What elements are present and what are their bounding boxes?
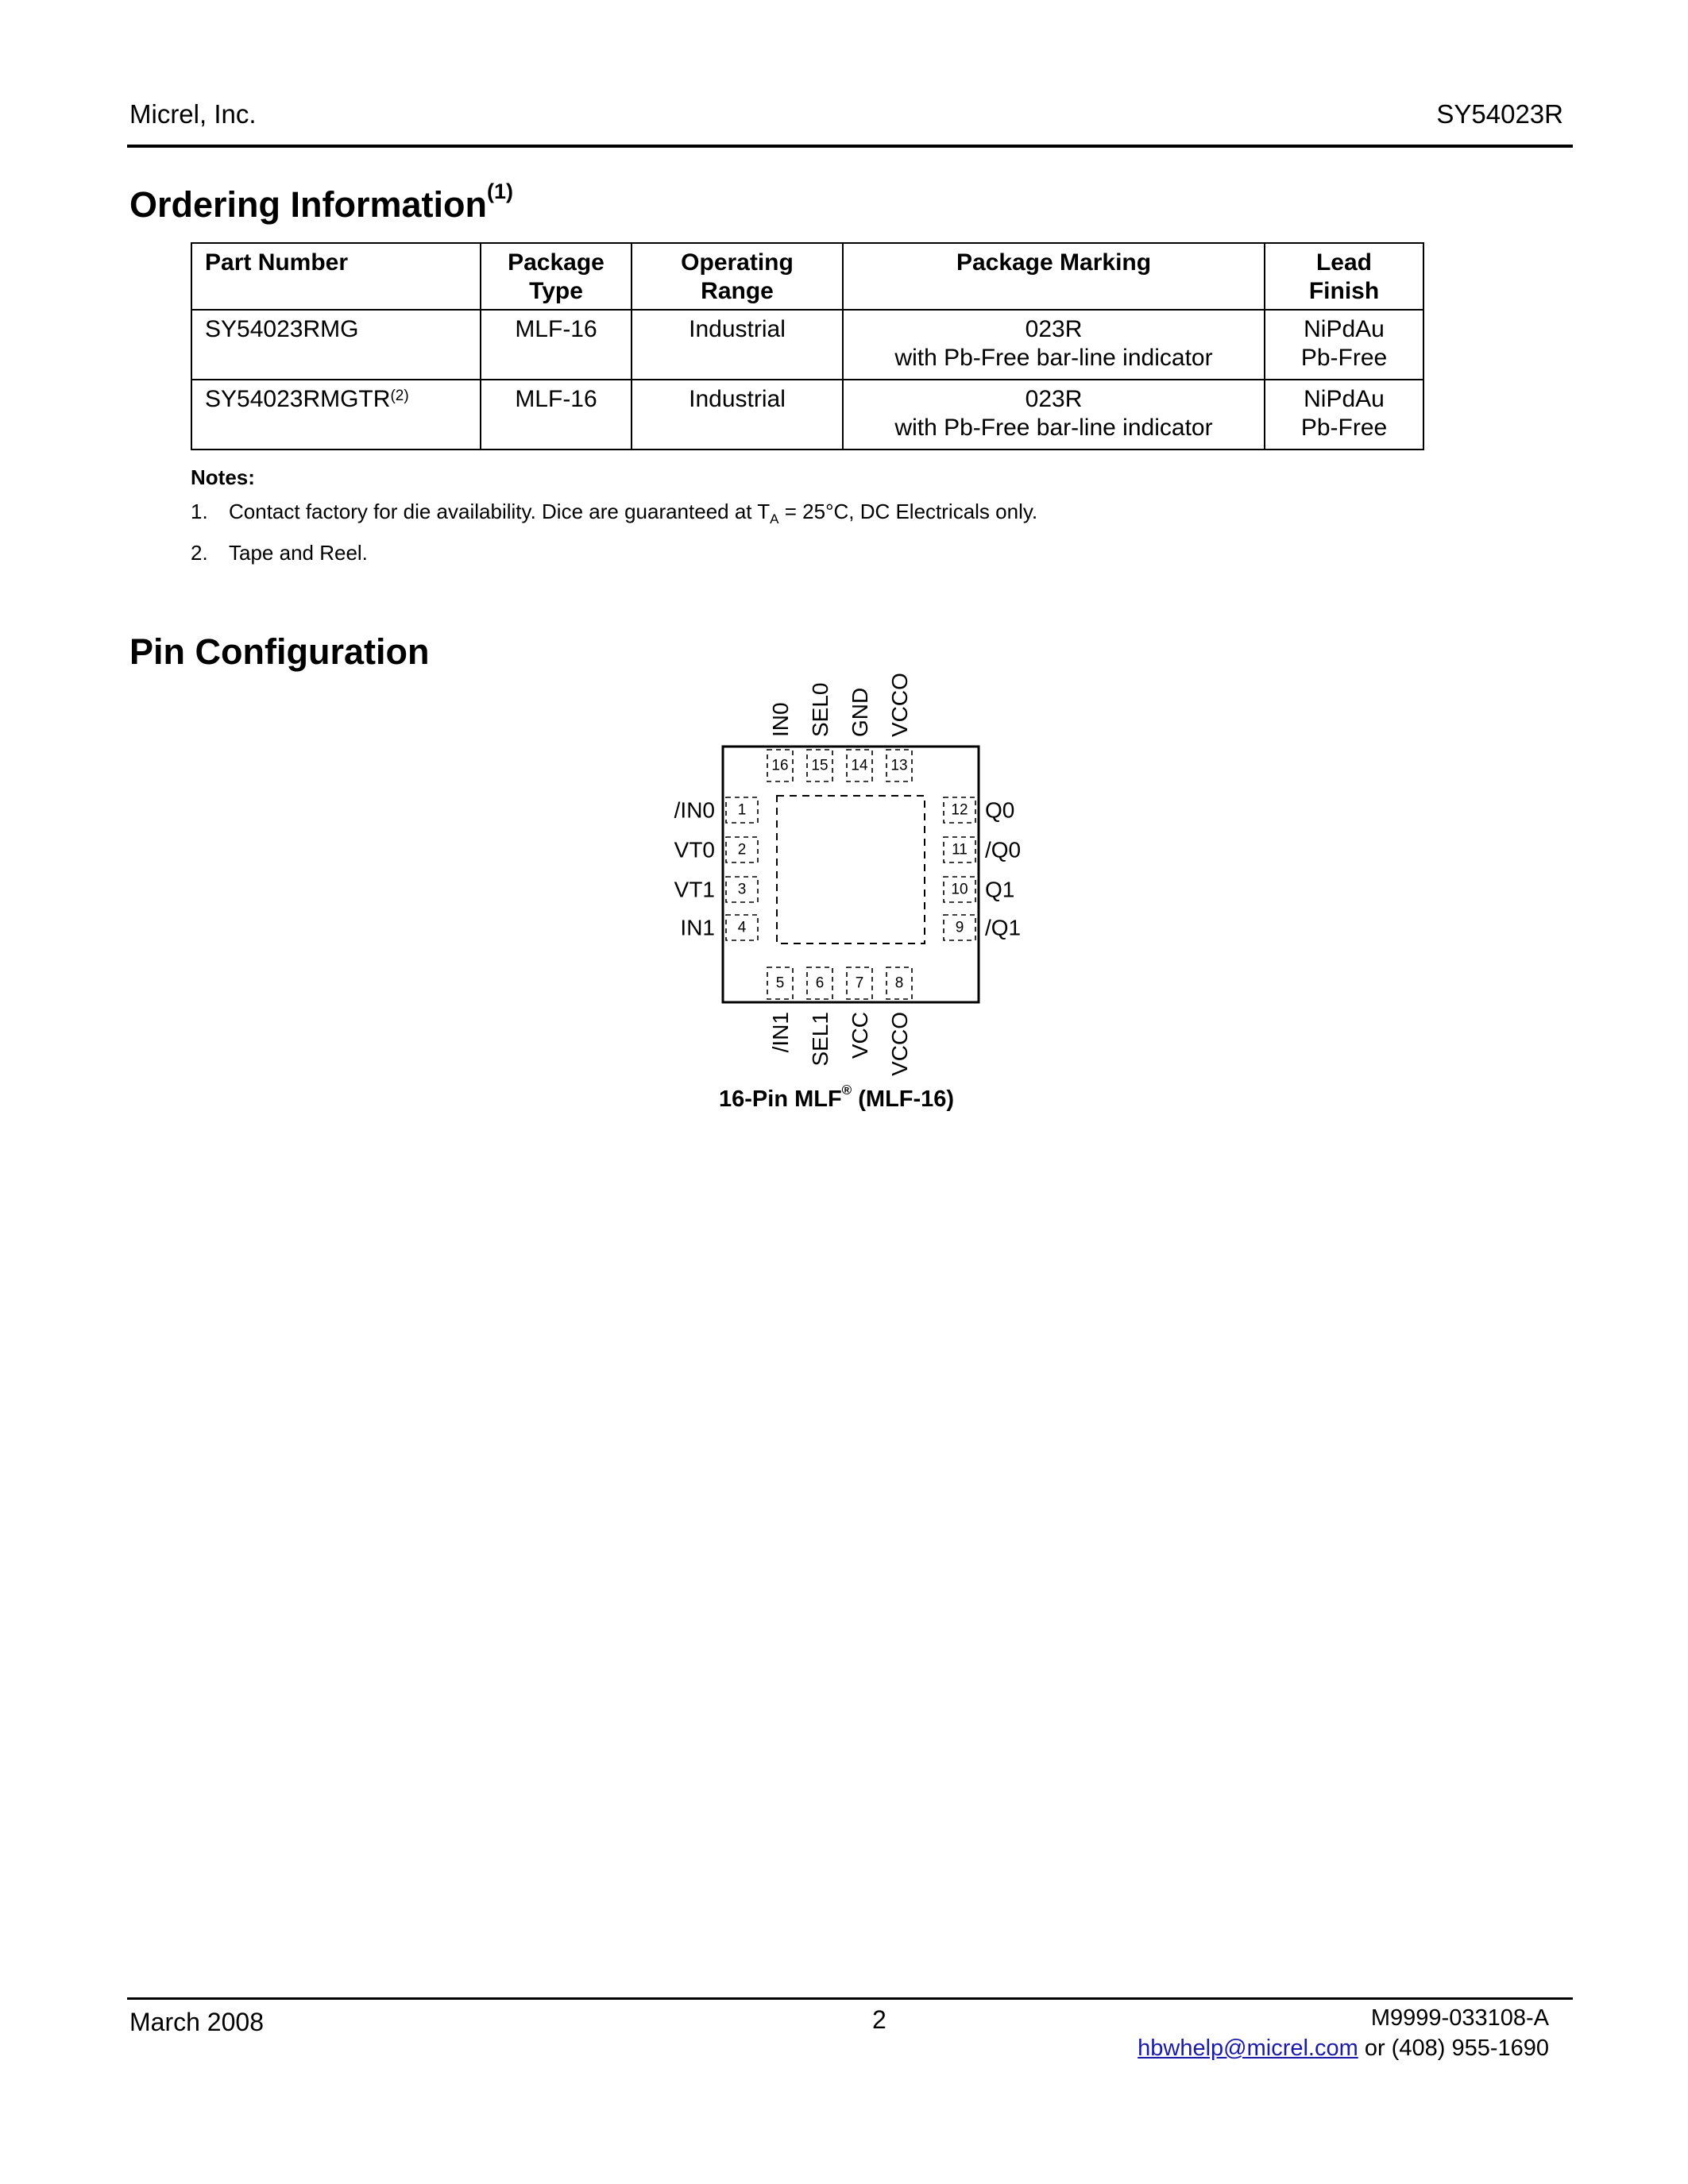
pin-number: 11 (952, 841, 968, 859)
footer-date: March 2008 (129, 2008, 264, 2036)
pin-label: SEL0 (808, 682, 832, 737)
pin-number: 5 (775, 974, 785, 992)
note-item (191, 536, 1037, 570)
pin-number: 16 (771, 757, 789, 774)
pin-number: 10 (951, 881, 968, 898)
pin-label: VCCO (887, 673, 912, 737)
ordering-table (191, 242, 1424, 450)
pin-label: /Q0 (985, 837, 1022, 862)
pin-number: 6 (815, 974, 825, 992)
pin-label: VCC (848, 1012, 872, 1059)
cell-package: MLF-16 (481, 380, 632, 450)
pin-label: Q1 (985, 877, 1015, 902)
pin-label: VCCO (887, 1012, 912, 1076)
note-text: Tape and Reel. (229, 541, 368, 565)
header-company: Micrel, Inc. (129, 99, 257, 129)
notes-title: Notes: (191, 465, 255, 489)
note-item (191, 495, 1037, 536)
cell-finish: NiPdAu Pb-Free (1265, 310, 1423, 380)
col-part-number: Part Number (191, 243, 481, 310)
footer-phone: or (408) 955-1690 (1358, 2035, 1549, 2061)
pin-label: SEL1 (808, 1012, 832, 1067)
cell-marking: 023R with Pb-Free bar-line indicator (843, 310, 1265, 380)
pin-number: 4 (737, 919, 747, 936)
pin-label: /IN1 (768, 1012, 793, 1053)
cell-part: SY54023RMG (191, 310, 481, 380)
pin-label: /Q1 (985, 915, 1022, 940)
pin-number: 2 (737, 841, 747, 859)
pin-number: 1 (737, 801, 747, 819)
cell-finish: NiPdAu Pb-Free (1265, 380, 1423, 450)
pin-diagram (651, 667, 1033, 1080)
pin-label: IN0 (768, 702, 793, 737)
exposed-pad (777, 796, 925, 943)
pin-number: 8 (894, 974, 904, 992)
email-link[interactable]: hbwhelp@micrel.com (1138, 2035, 1358, 2061)
note-number: 1. (191, 500, 208, 523)
pin-diagram-caption: 16-Pin MLF® (MLF-16) (719, 1082, 955, 1112)
footer-contact (1138, 2035, 1549, 2062)
notes (191, 461, 1037, 570)
header-part-number: SY54023R (1436, 99, 1563, 129)
footer-rule (127, 1997, 1573, 2000)
pin-label: IN1 (680, 915, 715, 940)
note-number: 2. (191, 541, 208, 565)
pin-label: Q0 (985, 797, 1015, 823)
package-outline (723, 747, 979, 1002)
pin-number: 9 (955, 919, 964, 936)
table-row (191, 310, 1423, 380)
pin-config-title: Pin Configuration (129, 631, 430, 672)
col-package-type: Package Type (481, 243, 632, 310)
pin-number: 3 (737, 881, 747, 898)
pin-number: 15 (811, 757, 829, 774)
col-package-marking: Package Marking (843, 243, 1265, 310)
table-row (191, 380, 1423, 450)
pin-label: VT1 (674, 877, 715, 902)
pin-number: 14 (851, 757, 868, 774)
pin-number: 7 (855, 974, 864, 992)
pin-label: GND (848, 687, 872, 737)
note-text: Contact factory for die availability. Dice are guaranteed at $T_A = 25^\circ C$, DC Electricals only. (229, 500, 1038, 527)
cell-package: MLF-16 (481, 310, 632, 380)
table-header-row (191, 243, 1423, 310)
pin-number: 13 (890, 757, 908, 774)
ordering-title-note: (1) (487, 179, 513, 203)
pin-label: /IN0 (674, 797, 715, 823)
header-rule (127, 145, 1573, 148)
pin-label: VT0 (674, 837, 715, 862)
pin-number: 12 (951, 801, 968, 819)
col-operating-range: Operating Range (632, 243, 843, 310)
cell-marking: 023R with Pb-Free bar-line indicator (843, 380, 1265, 450)
footer-doc-number: M9999-033108-A (1370, 2005, 1549, 2031)
cell-part: SY54023RMGTR$^{(2)}$ (191, 380, 481, 450)
col-lead-finish: Lead Finish (1265, 243, 1423, 310)
ordering-title: Ordering Information$^{(1)}$ (129, 179, 513, 225)
cell-range: Industrial (632, 380, 843, 450)
cell-range: Industrial (632, 310, 843, 380)
footer-page-number: 2 (872, 2005, 886, 2034)
